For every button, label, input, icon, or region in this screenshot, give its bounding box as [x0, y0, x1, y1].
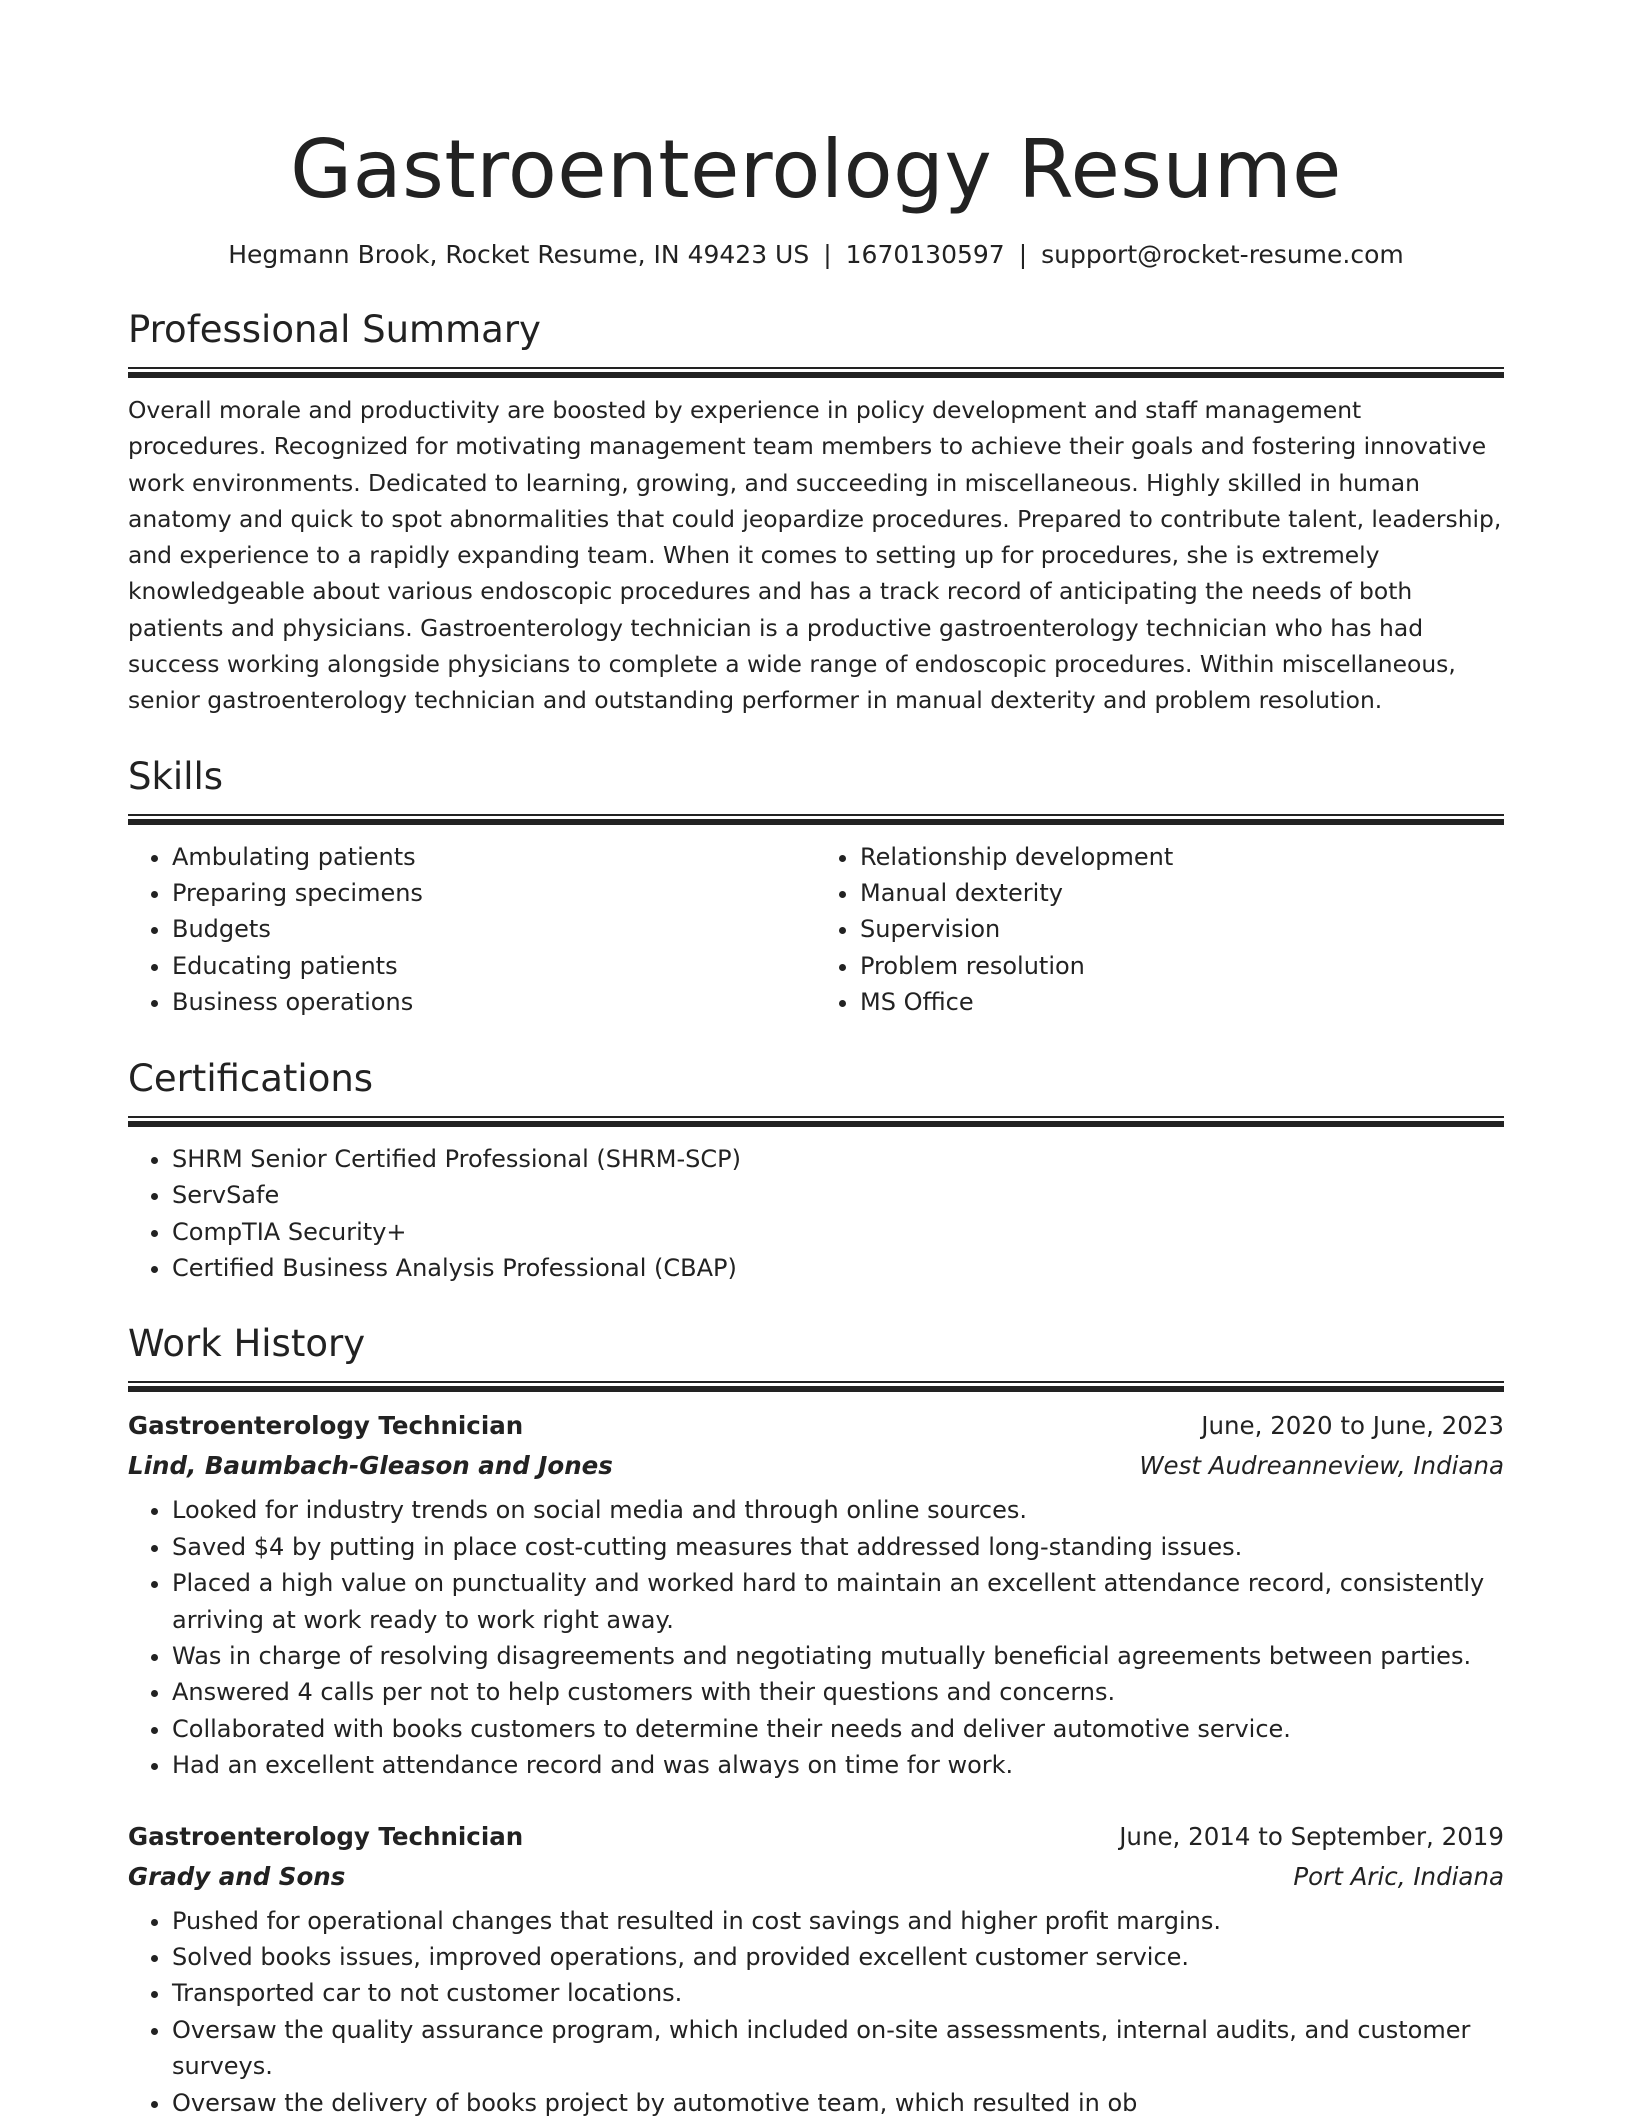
- skill-item: • Educating patients: [172, 948, 816, 984]
- skill-item: • Manual dexterity: [860, 875, 1504, 911]
- page-title: Gastroenterology Resume: [290, 123, 1342, 216]
- certifications-section: [128, 1055, 1504, 1287]
- certifications-heading: Certifications: [128, 1056, 374, 1100]
- job-entry: [128, 1406, 1504, 1783]
- job-company: Lind, Baumbach-Gleason and Jones: [128, 1451, 613, 1481]
- contact-separator: |: [1018, 240, 1028, 269]
- skills-section: [128, 753, 1504, 1021]
- contact-phone: 1670130597: [845, 240, 1005, 269]
- section-divider: [128, 1116, 1504, 1127]
- skill-item: • Ambulating patients: [172, 839, 816, 875]
- job-duties-list: [128, 1492, 1504, 1783]
- contact-email: support@rocket-resume.com: [1041, 240, 1404, 269]
- job-location: West Audreanneview, Indiana: [1139, 1451, 1504, 1481]
- job-duty-item: • Pushed for operational changes that resulted in cost savings and higher profit margins.: [172, 1903, 1504, 1939]
- job-duty-item: • Transported car to not customer locations.: [172, 1975, 1504, 2011]
- contact-line: [128, 238, 1504, 272]
- certification-item: • Certified Business Analysis Professional (CBAP): [172, 1250, 1504, 1286]
- job-duty-item: • Oversaw the quality assurance program, which included on-site assessments, internal audits, and customer surveys.: [172, 2012, 1504, 2085]
- section-divider: [128, 814, 1504, 825]
- job-duties-list: [128, 1903, 1504, 2121]
- job-duty-item: • Was in charge of resolving disagreements and negotiating mutually beneficial agreements between parties.: [172, 1638, 1504, 1674]
- job-duty-item: • Saved $4 by putting in place cost-cutting measures that addressed long-standing issues.: [172, 1529, 1504, 1565]
- job-title: Gastroenterology Technician: [128, 1821, 524, 1851]
- skills-columns: [128, 839, 1504, 1021]
- job-company-row: [128, 1857, 1504, 1897]
- skill-item: • Preparing specimens: [172, 875, 816, 911]
- job-duty-item: • Oversaw the delivery of books project by automotive team, which resulted in ob: [172, 2085, 1504, 2121]
- summary-text: Overall morale and productivity are boosted by experience in policy development and staff management procedures. Recognized for motivating management team members to achieve their goals and fostering innovative work environments. Dedicated to learning, growing, and succeeding in miscellaneous. Highly skilled in human anatomy and quick to spot abnormalities that could jeopardize procedures. Prepared to contribute talent, leadership, and experience to a rapidly expanding team. When it comes to setting up for procedures, she is extremely knowledgeable about various endoscopic procedures and has a track record of anticipating the needs of both patients and physicians. Gastroenterology technician is a productive gastroenterology technician who has had success working alongside physicians to complete a wide range of endoscopic procedures. Within miscellaneous, senior gastroenterology technician and outstanding performer in manual dexterity and problem resolution.: [128, 396, 1502, 715]
- certifications-list: [128, 1141, 1504, 1287]
- skills-heading: Skills: [128, 754, 224, 798]
- job-title: Gastroenterology Technician: [128, 1411, 524, 1441]
- job-duty-item: • Solved books issues, improved operations, and provided excellent customer service.: [172, 1939, 1504, 1975]
- job-duty-item: • Answered 4 calls per not to help customers with their questions and concerns.: [172, 1674, 1504, 1710]
- job-entry: [128, 1817, 1504, 2121]
- work-history-section: [128, 1320, 1504, 2121]
- skill-item: • Supervision: [860, 911, 1504, 947]
- section-divider: [128, 367, 1504, 378]
- job-company-row: [128, 1446, 1504, 1486]
- job-dates: June, 2014 to September, 2019: [1119, 1821, 1504, 1851]
- job-duty-item: • Looked for industry trends on social media and through online sources.: [172, 1492, 1504, 1528]
- job-dates: June, 2020 to June, 2023: [1201, 1411, 1504, 1441]
- skill-item: • Problem resolution: [860, 948, 1504, 984]
- job-duty-item: • Placed a high value on punctuality and worked hard to maintain an excellent attendance record, consistently arriving at work ready to work right away.: [172, 1565, 1504, 1638]
- certification-item: • ServSafe: [172, 1177, 1504, 1213]
- job-location: Port Aric, Indiana: [1293, 1861, 1504, 1891]
- certification-item: • CompTIA Security+: [172, 1214, 1504, 1250]
- contact-address: Hegmann Brook, Rocket Resume, IN 49423 US: [228, 240, 810, 269]
- skill-item: • Budgets: [172, 911, 816, 947]
- job-duty-item: • Had an excellent attendance record and was always on time for work.: [172, 1747, 1504, 1783]
- summary-section: [128, 306, 1504, 719]
- job-header-row: [128, 1817, 1504, 1857]
- job-duty-item: • Collaborated with books customers to determine their needs and deliver automotive service.: [172, 1711, 1504, 1747]
- work-history-heading: Work History: [128, 1322, 366, 1366]
- summary-heading: Professional Summary: [128, 308, 541, 351]
- job-company: Grady and Sons: [128, 1861, 346, 1891]
- resume-page: [128, 0, 1504, 2121]
- skill-item: • MS Office: [860, 984, 1504, 1020]
- skills-list-right: [816, 839, 1504, 1021]
- skill-item: • Business operations: [172, 984, 816, 1020]
- contact-separator: |: [823, 240, 832, 269]
- certification-item: • SHRM Senior Certified Professional (SHRM-SCP): [172, 1141, 1504, 1177]
- section-divider: [128, 1381, 1504, 1392]
- skills-list-left: [128, 839, 816, 1021]
- job-header-row: [128, 1406, 1504, 1446]
- skill-item: • Relationship development: [860, 839, 1504, 875]
